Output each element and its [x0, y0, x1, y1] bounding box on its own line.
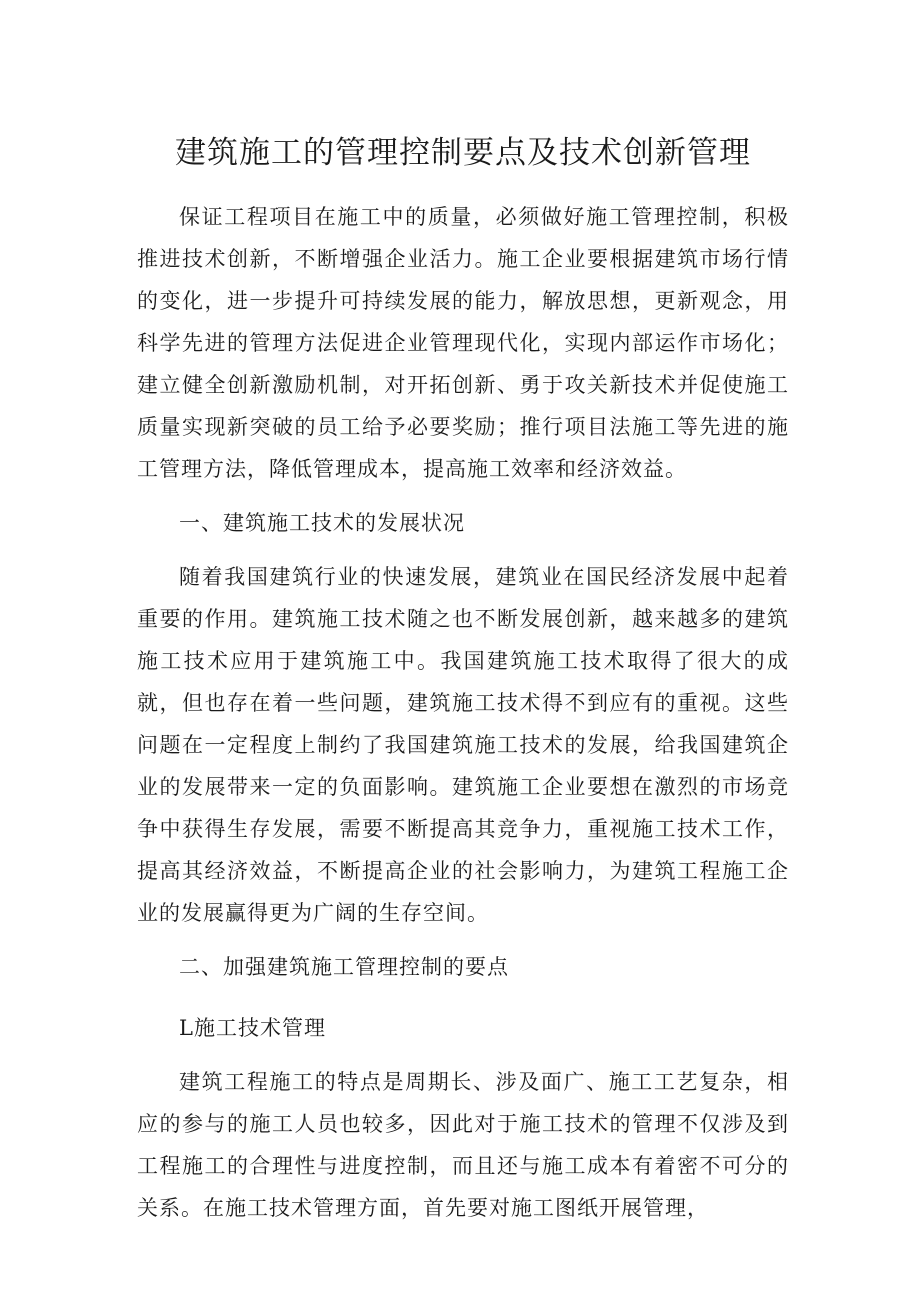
document-title: 建筑施工的管理控制要点及技术创新管理: [175, 135, 751, 171]
spacer: [137, 934, 789, 939]
section-heading-1: 一、建筑施工技术的发展状况: [179, 511, 465, 535]
subsection-heading-1: L施工技术管理: [179, 1016, 326, 1040]
spacer: [137, 490, 789, 495]
document-body: [137, 128, 789, 1229]
section-1-paragraph: 随着我国建筑行业的快速发展，建筑业在国民经济发展中起着重要的作用。建筑施工技术随之也不断发展创新，越来越多的建筑施工技术应用于建筑施工中。我国建筑施工技术取得了很大的成就，但也存在着一些问题，建筑施工技术得不到应有的重视。这些问题在一定程度上制约了我国建筑施工技术的发展，给我国建筑企业的发展带来一定的负面影响。建筑施工企业要想在激烈的市场竞争中获得生存发展，需要不断提高其竞争力，重视施工技术工作，提高其经济效益，不断提高企业的社会影响力，为建筑工程施工企业的发展赢得更为广阔的生存空间。: [137, 565, 789, 925]
intro-paragraph: 保证工程项目在施工中的质量，必须做好施工管理控制，积极推进技术创新，不断增强企业活力。施工企业要根据建筑市场行情的变化，进一步提升可持续发展的能力，解放思想，更新观念，用科学先进的管理方法促进企业管理现代化，实现内部运作市场化；建立健全创新激励机制，对开拓创新、勇于攻关新技术并促使施工质量实现新突破的员工给予必要奖励；推行项目法施工等先进的施工管理方法，降低管理成本，提高施工效率和经济效益。: [137, 205, 789, 481]
spacer: [137, 995, 789, 1000]
section-heading-2: 二、加强建筑施工管理控制的要点: [179, 955, 509, 979]
subsection-1-paragraph: 建筑工程施工的特点是周期长、涉及面广、施工工艺复杂，相应的参与的施工人员也较多，因此对于施工技术的管理不仅涉及到工程施工的合理性与进度控制，而且还与施工成本有着密不可分的关系。在施工技术管理方面，首先要对施工图纸开展管理，: [137, 1070, 789, 1220]
